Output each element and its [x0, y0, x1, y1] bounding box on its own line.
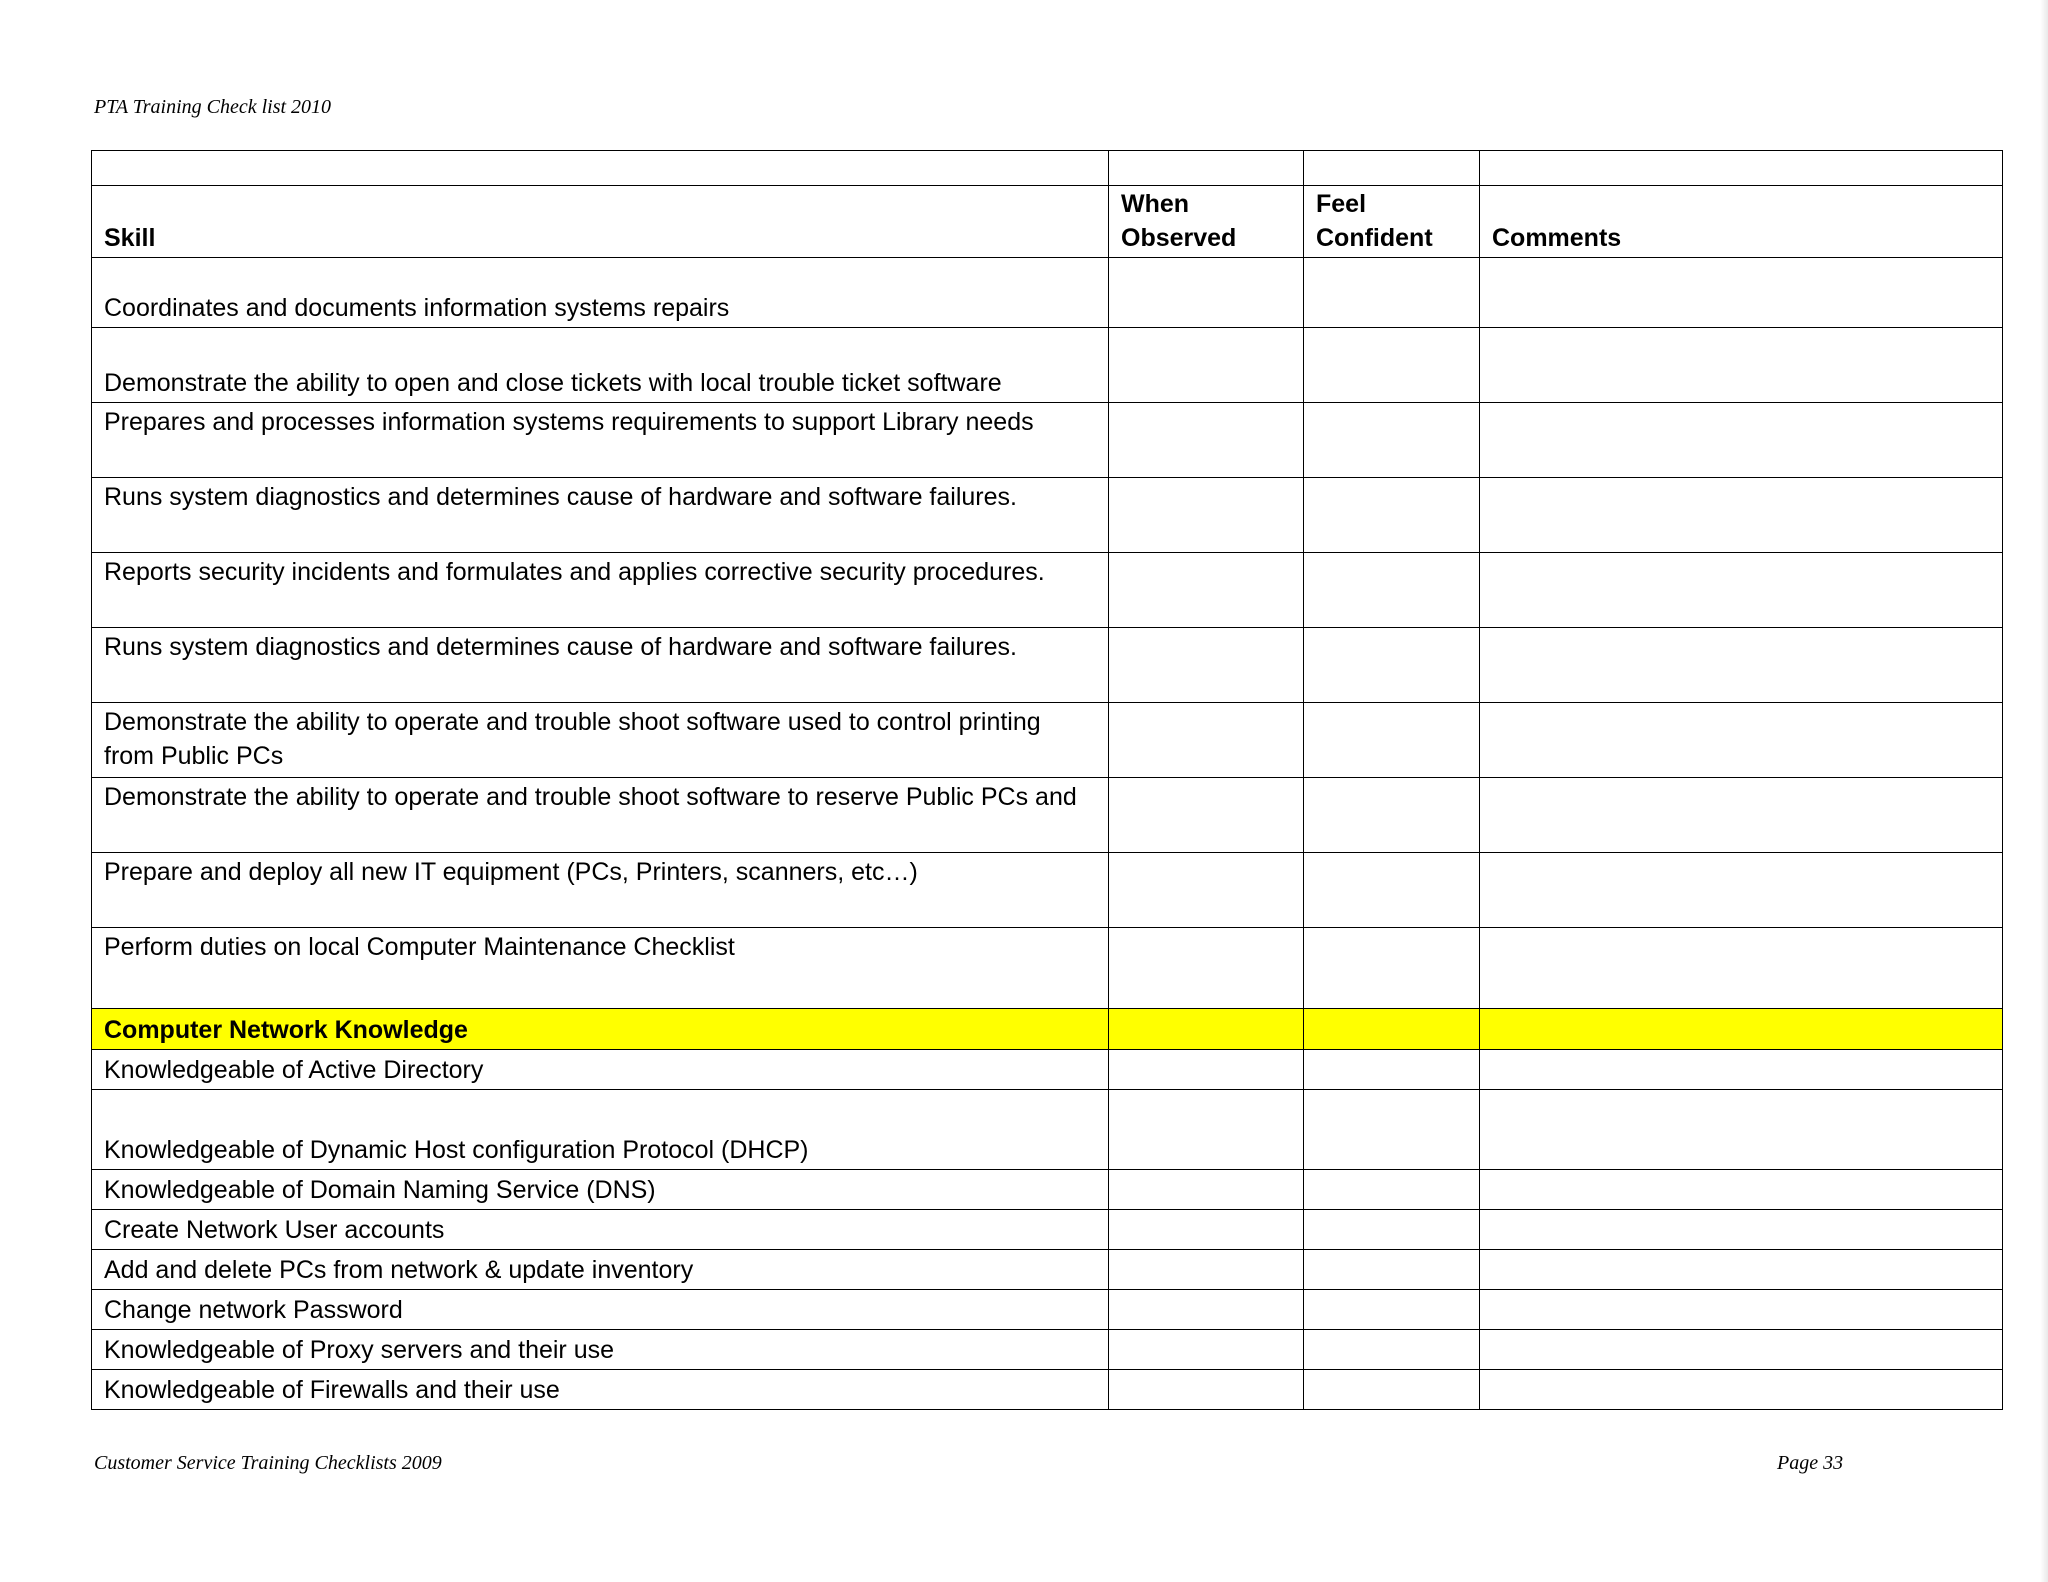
skill-cell: Perform duties on local Computer Maintenance Checklist — [92, 928, 1109, 1009]
section-header-row — [92, 1009, 2003, 1050]
feel-confident-cell[interactable] — [1304, 328, 1480, 403]
when-observed-cell[interactable] — [1109, 1290, 1304, 1330]
table-row — [92, 1210, 2003, 1250]
table-row — [92, 328, 2003, 403]
table-row — [92, 853, 2003, 928]
table-row — [92, 928, 2003, 1009]
comments-cell[interactable] — [1480, 1330, 2003, 1370]
table-row — [92, 258, 2003, 328]
table-row — [92, 1290, 2003, 1330]
feel-confident-cell[interactable] — [1304, 553, 1480, 628]
feel-confident-cell[interactable] — [1304, 1210, 1480, 1250]
table-cell — [1304, 1009, 1480, 1050]
feel-confident-cell[interactable] — [1304, 403, 1480, 478]
table-row — [92, 1090, 2003, 1170]
table-row — [92, 628, 2003, 703]
when-observed-cell[interactable] — [1109, 1050, 1304, 1090]
comments-cell[interactable] — [1480, 258, 2003, 328]
feel-confident-cell[interactable] — [1304, 853, 1480, 928]
comments-cell[interactable] — [1480, 1170, 2003, 1210]
when-observed-cell[interactable] — [1109, 1210, 1304, 1250]
when-observed-cell[interactable] — [1109, 1370, 1304, 1410]
skill-cell: Create Network User accounts — [92, 1210, 1109, 1250]
table-cell — [1480, 1009, 2003, 1050]
when-observed-cell[interactable] — [1109, 328, 1304, 403]
table-spacer-row — [92, 151, 2003, 186]
page-footer-title: Customer Service Training Checklists 2009 — [94, 1452, 442, 1474]
feel-confident-cell[interactable] — [1304, 1330, 1480, 1370]
comments-cell[interactable] — [1480, 928, 2003, 1009]
when-observed-cell[interactable] — [1109, 1170, 1304, 1210]
skill-cell: Reports security incidents and formulates and applies corrective security procedures. — [92, 553, 1109, 628]
when-observed-cell[interactable] — [1109, 1250, 1304, 1290]
column-header-when-observed-line2: Observed — [1121, 224, 1237, 252]
table-row — [92, 1170, 2003, 1210]
table-row — [92, 553, 2003, 628]
feel-confident-cell[interactable] — [1304, 1370, 1480, 1410]
feel-confident-cell[interactable] — [1304, 928, 1480, 1009]
skill-cell: Coordinates and documents information systems repairs — [92, 258, 1109, 328]
skill-cell: Prepare and deploy all new IT equipment (PCs, Printers, scanners, etc…) — [92, 853, 1109, 928]
column-header-feel-confident-line1: Feel — [1316, 190, 1367, 218]
when-observed-cell[interactable] — [1109, 1330, 1304, 1370]
comments-cell[interactable] — [1480, 403, 2003, 478]
when-observed-cell[interactable] — [1109, 628, 1304, 703]
comments-cell[interactable] — [1480, 553, 2003, 628]
page-edge-shadow — [2040, 0, 2048, 1582]
feel-confident-cell[interactable] — [1304, 1090, 1480, 1170]
skill-cell: Prepares and processes information systems requirements to support Library needs — [92, 403, 1109, 478]
training-checklist-table — [91, 150, 2003, 1410]
section-title: Computer Network Knowledge — [92, 1009, 1109, 1050]
skill-cell: Runs system diagnostics and determines cause of hardware and software failures. — [92, 628, 1109, 703]
skill-cell: Knowledgeable of Firewalls and their use — [92, 1370, 1109, 1410]
comments-cell[interactable] — [1480, 1370, 2003, 1410]
when-observed-cell[interactable] — [1109, 553, 1304, 628]
comments-cell[interactable] — [1480, 1210, 2003, 1250]
comments-cell[interactable] — [1480, 628, 2003, 703]
when-observed-cell[interactable] — [1109, 478, 1304, 553]
table-row — [92, 1050, 2003, 1090]
skill-cell: Demonstrate the ability to open and close tickets with local trouble ticket software — [92, 328, 1109, 403]
page-number: Page 33 — [1777, 1452, 1844, 1474]
comments-cell[interactable] — [1480, 1050, 2003, 1090]
feel-confident-cell[interactable] — [1304, 778, 1480, 853]
when-observed-cell[interactable] — [1109, 403, 1304, 478]
comments-cell[interactable] — [1480, 478, 2003, 553]
feel-confident-cell[interactable] — [1304, 1290, 1480, 1330]
skill-cell: Runs system diagnostics and determines cause of hardware and software failures. — [92, 478, 1109, 553]
table-row — [92, 1330, 2003, 1370]
feel-confident-cell[interactable] — [1304, 703, 1480, 778]
table-cell — [92, 151, 1109, 186]
table-row — [92, 403, 2003, 478]
when-observed-cell[interactable] — [1109, 928, 1304, 1009]
page-header: PTA Training Check list 2010 — [94, 96, 332, 118]
table-row — [92, 778, 2003, 853]
table-row — [92, 478, 2003, 553]
comments-cell[interactable] — [1480, 703, 2003, 778]
table-row — [92, 703, 2003, 778]
skill-cell: Add and delete PCs from network & update inventory — [92, 1250, 1109, 1290]
skill-cell: Knowledgeable of Active Directory — [92, 1050, 1109, 1090]
feel-confident-cell[interactable] — [1304, 1170, 1480, 1210]
table-row — [92, 1250, 2003, 1290]
table-row — [92, 1370, 2003, 1410]
column-header-feel-confident — [1304, 186, 1480, 258]
column-header-feel-confident-line2: Confident — [1316, 224, 1433, 252]
table-cell — [1109, 151, 1304, 186]
skill-cell: Knowledgeable of Dynamic Host configuration Protocol (DHCP) — [92, 1090, 1109, 1170]
comments-cell[interactable] — [1480, 328, 2003, 403]
table-header-row — [92, 186, 2003, 258]
when-observed-cell[interactable] — [1109, 258, 1304, 328]
comments-cell[interactable] — [1480, 778, 2003, 853]
feel-confident-cell[interactable] — [1304, 1250, 1480, 1290]
column-header-comments: Comments — [1480, 186, 2003, 258]
when-observed-cell[interactable] — [1109, 778, 1304, 853]
when-observed-cell[interactable] — [1109, 1090, 1304, 1170]
table-cell — [1304, 151, 1480, 186]
feel-confident-cell[interactable] — [1304, 258, 1480, 328]
skill-cell: Knowledgeable of Proxy servers and their use — [92, 1330, 1109, 1370]
column-header-when-observed-line1: When — [1121, 190, 1190, 218]
skill-cell: Knowledgeable of Domain Naming Service (DNS) — [92, 1170, 1109, 1210]
when-observed-cell[interactable] — [1109, 853, 1304, 928]
feel-confident-cell[interactable] — [1304, 628, 1480, 703]
comments-cell[interactable] — [1480, 853, 2003, 928]
feel-confident-cell[interactable] — [1304, 1050, 1480, 1090]
skill-cell: Change network Password — [92, 1290, 1109, 1330]
comments-cell[interactable] — [1480, 1250, 2003, 1290]
column-header-skill: Skill — [92, 186, 1109, 258]
feel-confident-cell[interactable] — [1304, 478, 1480, 553]
table-cell — [1109, 1009, 1304, 1050]
when-observed-cell[interactable] — [1109, 703, 1304, 778]
skill-cell: Demonstrate the ability to operate and trouble shoot software used to control printing from Public PCs — [92, 703, 1109, 778]
column-header-when-observed — [1109, 186, 1304, 258]
table-cell — [1480, 151, 2003, 186]
skill-cell: Demonstrate the ability to operate and trouble shoot software to reserve Public PCs and — [92, 778, 1109, 853]
comments-cell[interactable] — [1480, 1290, 2003, 1330]
comments-cell[interactable] — [1480, 1090, 2003, 1170]
